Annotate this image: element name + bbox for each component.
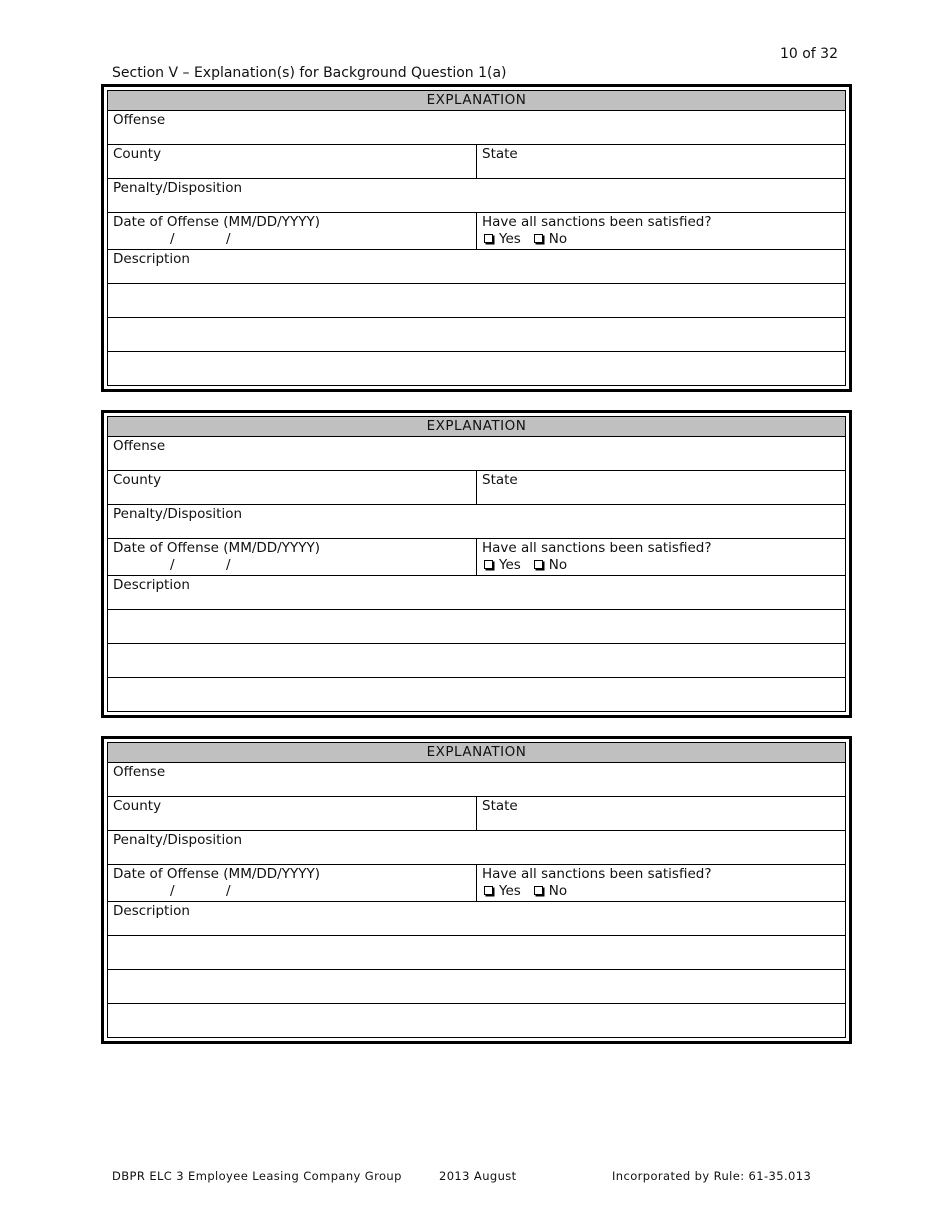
county-label: County [113, 798, 162, 814]
description-line[interactable] [108, 1004, 845, 1037]
checkbox-icon [534, 234, 543, 243]
county-label: County [113, 146, 162, 162]
county-field[interactable] [108, 145, 477, 178]
state-label: State [482, 798, 518, 814]
sanctions-yes-checkbox[interactable] [484, 883, 521, 899]
checkbox-icon [484, 886, 493, 895]
state-field[interactable] [477, 471, 845, 504]
county-field[interactable] [108, 471, 477, 504]
offense-label: Offense [113, 112, 166, 128]
description-label: Description [113, 903, 190, 919]
sanctions-question: Have all sanctions been satisfied? [482, 866, 712, 882]
state-field[interactable] [477, 145, 845, 178]
description-label: Description [113, 251, 190, 267]
offense-field[interactable] [108, 437, 845, 470]
date-separator: / [170, 231, 175, 247]
sanctions-no-checkbox[interactable] [534, 231, 567, 247]
explanation-form-2 [101, 410, 852, 718]
date-of-offense-label: Date of Offense (MM/DD/YYYY) [113, 214, 320, 230]
sanctions-field [477, 539, 845, 575]
footer-rule: Incorporated by Rule: 61-35.013 [612, 1169, 812, 1183]
date-of-offense-label: Date of Offense (MM/DD/YYYY) [113, 540, 320, 556]
sanctions-yes-checkbox[interactable] [484, 557, 521, 573]
sanctions-no-checkbox[interactable] [534, 883, 567, 899]
description-field[interactable] [108, 250, 845, 283]
date-separator: / [226, 557, 231, 573]
description-line[interactable] [108, 970, 845, 1003]
yes-label: Yes [499, 231, 521, 247]
explanation-form-3 [101, 736, 852, 1044]
sanctions-field [477, 865, 845, 901]
description-line[interactable] [108, 352, 845, 385]
offense-label: Offense [113, 438, 166, 454]
description-line[interactable] [108, 284, 845, 317]
description-field[interactable] [108, 576, 845, 609]
date-of-offense-field[interactable] [108, 865, 477, 901]
description-label: Description [113, 577, 190, 593]
checkbox-icon [534, 560, 543, 569]
page-number: 10 of 32 [779, 46, 838, 62]
checkbox-icon [484, 234, 493, 243]
description-line[interactable] [108, 644, 845, 677]
footer-form-id: DBPR ELC 3 Employee Leasing Company Group [112, 1169, 402, 1183]
description-field[interactable] [108, 902, 845, 935]
description-line[interactable] [108, 318, 845, 351]
state-label: State [482, 146, 518, 162]
offense-field[interactable] [108, 763, 845, 796]
date-of-offense-field[interactable] [108, 213, 477, 249]
explanation-form-1 [101, 84, 852, 392]
explanation-header: EXPLANATION [108, 91, 845, 111]
yes-label: Yes [499, 557, 521, 573]
date-separator: / [226, 231, 231, 247]
section-title: Section V – Explanation(s) for Background Question 1(a) [112, 65, 507, 81]
penalty-disposition-field[interactable] [108, 831, 845, 864]
yes-label: Yes [499, 883, 521, 899]
sanctions-question: Have all sanctions been satisfied? [482, 214, 712, 230]
date-separator: / [170, 557, 175, 573]
footer-date: 2013 August [439, 1169, 517, 1183]
no-label: No [548, 231, 568, 247]
penalty-disposition-label: Penalty/Disposition [113, 180, 243, 196]
date-of-offense-label: Date of Offense (MM/DD/YYYY) [113, 866, 320, 882]
penalty-disposition-label: Penalty/Disposition [113, 832, 243, 848]
description-line[interactable] [108, 936, 845, 969]
penalty-disposition-label: Penalty/Disposition [113, 506, 243, 522]
date-separator: / [170, 883, 175, 899]
explanation-header: EXPLANATION [108, 417, 845, 437]
checkbox-icon [534, 886, 543, 895]
penalty-disposition-field[interactable] [108, 179, 845, 212]
description-line[interactable] [108, 678, 845, 711]
sanctions-question: Have all sanctions been satisfied? [482, 540, 712, 556]
date-separator: / [226, 883, 231, 899]
county-field[interactable] [108, 797, 477, 830]
state-label: State [482, 472, 518, 488]
penalty-disposition-field[interactable] [108, 505, 845, 538]
offense-label: Offense [113, 764, 166, 780]
offense-field[interactable] [108, 111, 845, 144]
county-label: County [113, 472, 162, 488]
sanctions-no-checkbox[interactable] [534, 557, 567, 573]
no-label: No [548, 883, 568, 899]
date-of-offense-field[interactable] [108, 539, 477, 575]
sanctions-yes-checkbox[interactable] [484, 231, 521, 247]
no-label: No [548, 557, 568, 573]
state-field[interactable] [477, 797, 845, 830]
explanation-header: EXPLANATION [108, 743, 845, 763]
sanctions-field [477, 213, 845, 249]
checkbox-icon [484, 560, 493, 569]
description-line[interactable] [108, 610, 845, 643]
